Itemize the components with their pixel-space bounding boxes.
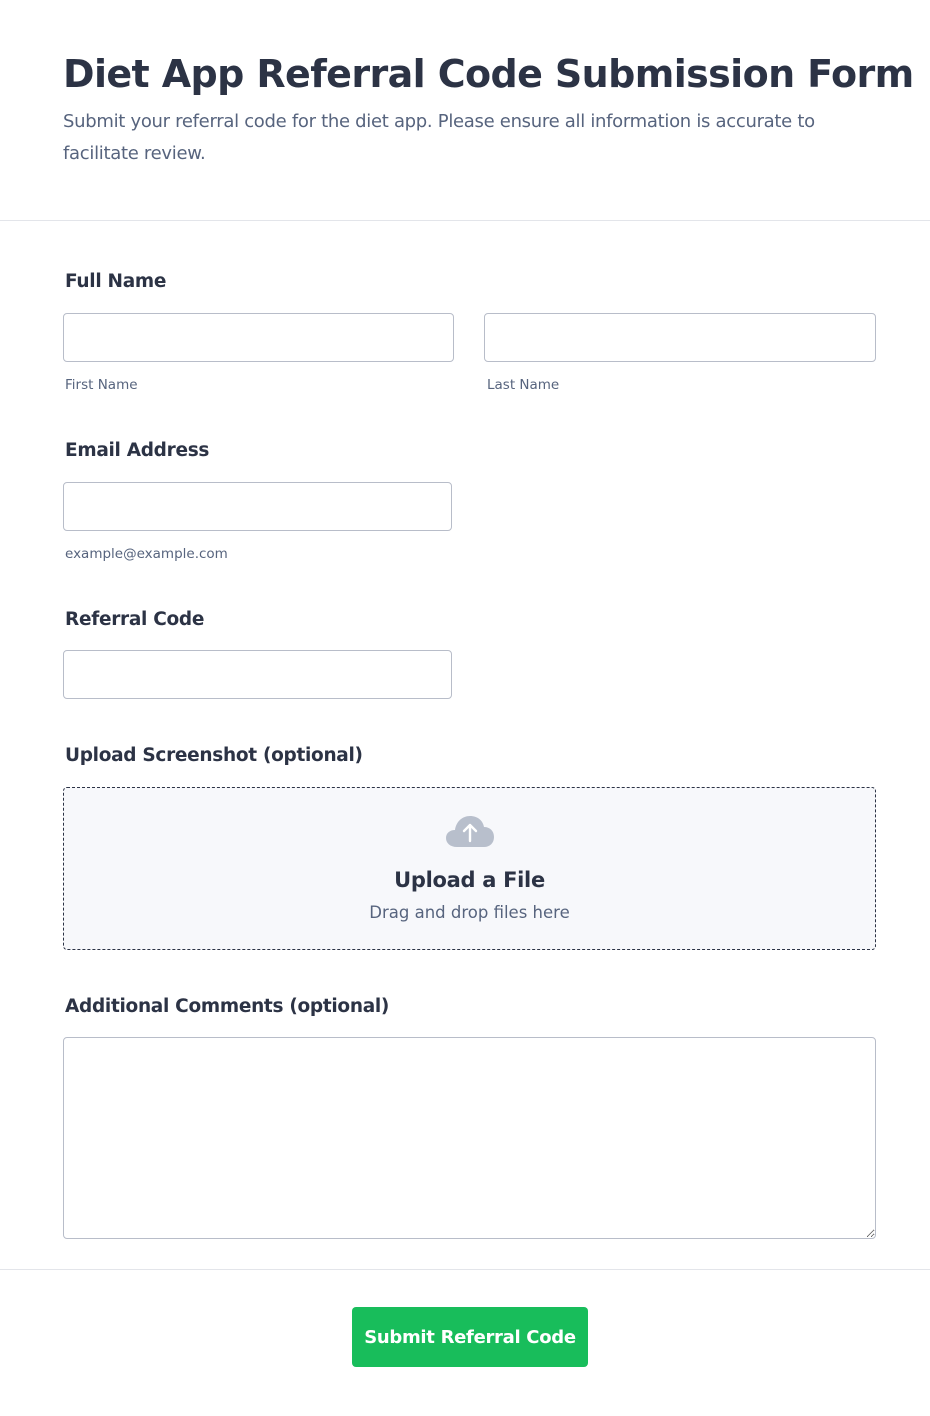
last-name-sublabel: Last Name (487, 377, 560, 393)
last-name-input[interactable] (484, 313, 876, 362)
footer-divider (0, 1269, 930, 1270)
submit-button[interactable]: Submit Referral Code (352, 1307, 588, 1367)
page-title: Diet App Referral Code Submission Form (63, 52, 914, 96)
page-subtitle: Submit your referral code for the diet app. Please ensure all information is accurate to facilitate review. (63, 111, 815, 164)
comments-label: Additional Comments (optional) (65, 996, 390, 1017)
upload-title: Upload a File (394, 868, 545, 892)
upload-hint: Drag and drop files here (369, 903, 570, 922)
first-name-sublabel: First Name (65, 377, 138, 393)
upload-label: Upload Screenshot (optional) (65, 745, 363, 766)
email-sublabel: example@example.com (65, 546, 228, 562)
email-input[interactable] (63, 482, 452, 531)
file-upload-dropzone[interactable] (63, 787, 876, 950)
referral-code-label: Referral Code (65, 609, 205, 630)
comments-textarea[interactable] (63, 1037, 876, 1239)
full-name-label: Full Name (65, 271, 167, 292)
form-header (0, 0, 930, 221)
email-label: Email Address (65, 440, 210, 461)
first-name-input[interactable] (63, 313, 454, 362)
referral-code-input[interactable] (63, 650, 452, 699)
cloud-upload-icon (445, 814, 495, 850)
